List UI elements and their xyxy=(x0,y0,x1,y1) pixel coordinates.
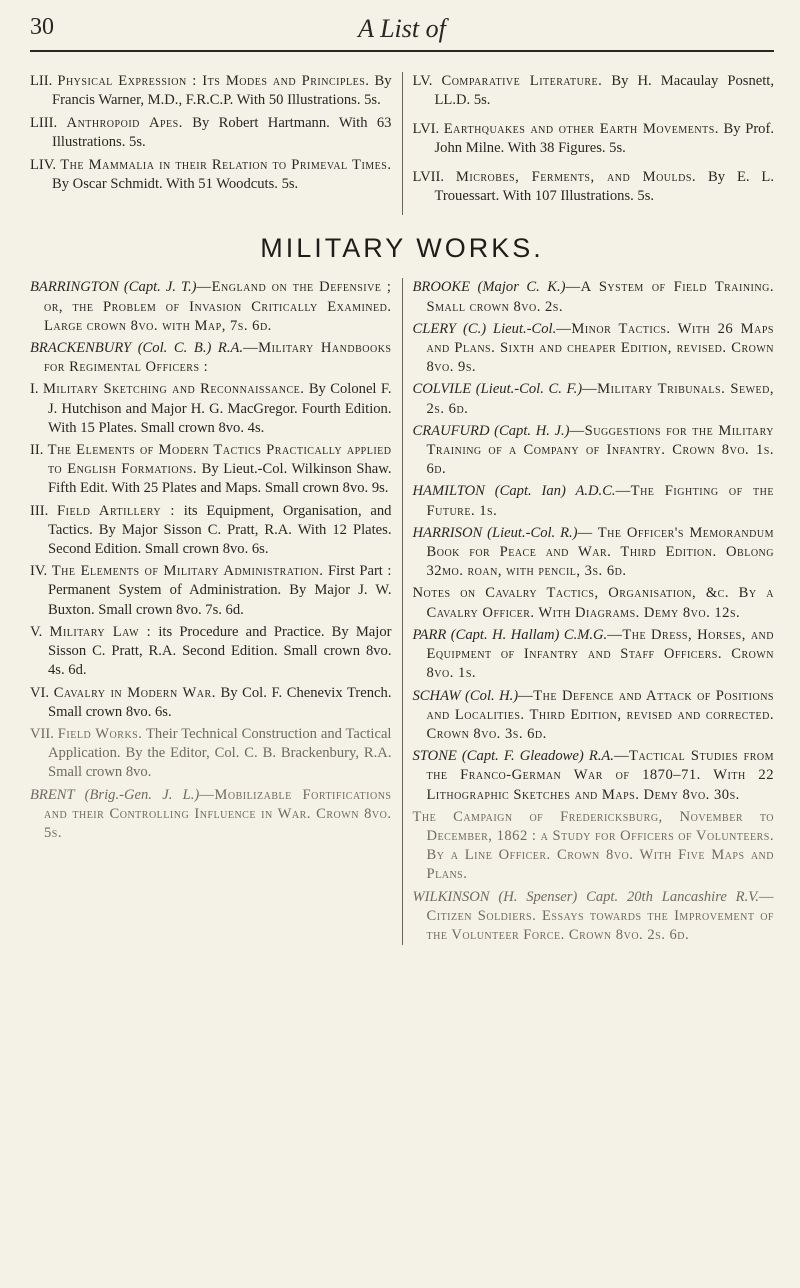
entry-title: Field Works. xyxy=(57,725,143,742)
entry-details: By Col. F. Chenevix Trench. Small crown 8vo. 6s. xyxy=(48,684,392,720)
book-entry xyxy=(413,584,775,622)
series-list-right-column xyxy=(403,72,775,215)
entry-details: By Oscar Schmidt. With 51 Woodcuts. 5s. xyxy=(52,176,299,193)
series-entry xyxy=(413,72,775,111)
entry-number: V. xyxy=(30,623,43,640)
entry-title: Physical Expression : Its Modes and Principles. xyxy=(57,73,370,89)
entry-title: Military Sketching and Reconnaissance. xyxy=(42,381,305,398)
entry-text: —Military Handbooks for Regimental Officers : xyxy=(44,340,392,376)
entry-author: BRACKENBURY (Col. C. B.) R.A. xyxy=(30,340,244,357)
entry-title: Earthquakes and other Earth Movements. xyxy=(443,120,719,137)
header-rule xyxy=(30,50,774,52)
handbook-entry xyxy=(30,562,392,620)
book-page xyxy=(30,14,774,945)
entry-details: Their Technical Construction and Tactical Application. By the Editor, Col. C. B. Brackenbury, R.A. Small crown 8vo. xyxy=(48,725,392,781)
entry-author: SCHAW (Col. H.) xyxy=(412,687,519,704)
entry-text: —Mobilizable Fortifications and their Controlling Influence in War. Crown 8vo. 5s. xyxy=(44,786,392,841)
entry-text: — The Officer's Memorandum Book for Peace and War. Third Edition. Oblong 32mo. roan, with pencil, 3s. 6d. xyxy=(426,524,774,580)
entry-title: Field Artillery : xyxy=(57,502,175,519)
handbook-entry xyxy=(30,441,392,499)
handbook-entry xyxy=(30,725,392,783)
entry-text: —The Fighting of the Future. 1s. xyxy=(426,483,774,519)
entry-details: By Lieut.-Col. Wilkinson Shaw. Fifth Edit. With 25 Plates and Maps. Small crown 8vo. 9s. xyxy=(48,461,392,497)
book-entry xyxy=(413,422,775,480)
series-entry xyxy=(30,72,392,111)
section-title: MILITARY WORKS. xyxy=(260,233,544,264)
entry-number: II. xyxy=(30,442,44,459)
entry-author: WILKINSON (H. Spenser) Capt. 20th Lancashire R.V. xyxy=(412,888,759,905)
entry-text: —A System of Field Training. Small crown 8vo. 2s. xyxy=(426,279,774,315)
book-entry xyxy=(413,888,775,946)
handbook-entry xyxy=(30,502,392,560)
series-list-left-column xyxy=(30,72,403,215)
page-header xyxy=(30,14,774,48)
entry-text: —Suggestions for the Military Training of a Company of Infantry. Crown 8vo. 1s. 6d. xyxy=(426,422,774,478)
series-entry xyxy=(413,168,775,207)
running-head: A List of xyxy=(358,14,446,43)
entry-text: —England on the Defensive ; or, the Problem of Invasion Critically Examined. Large crown 8vo. with Map, 7s. 6d. xyxy=(44,279,392,334)
entry-number: LV. xyxy=(412,73,433,89)
entry-number: VI. xyxy=(30,684,50,701)
handbook-entry xyxy=(30,684,392,722)
entry-number: LVII. xyxy=(412,168,444,185)
entry-title: Military Law : xyxy=(49,623,152,640)
entry-author: BARRINGTON (Capt. J. T.) xyxy=(30,279,197,296)
entry-title: Cavalry in Modern War. xyxy=(53,684,216,701)
entry-text: —The Dress, Horses, and Equipment of Infantry and Staff Officers. Crown 8vo. 1s. xyxy=(426,626,774,682)
entry-author: CLERY (C.) Lieut.-Col. xyxy=(412,320,557,337)
entry-details: By H. Macaulay Posnett, LL.D. 5s. xyxy=(434,73,774,109)
military-right-column xyxy=(403,278,775,945)
entry-text: —Citizen Soldiers. Essays towards the Improvement of the Volunteer Force. Crown 8vo. 2s. 6d. xyxy=(426,888,774,943)
entry-author: COLVILE (Lieut.-Col. C. F.) xyxy=(412,381,583,398)
book-entry xyxy=(413,808,775,885)
book-entry xyxy=(413,687,775,745)
entry-details: By E. L. Trouessart. With 107 Illustrations. 5s. xyxy=(434,168,774,205)
entry-number: III. xyxy=(30,502,49,519)
book-entry xyxy=(30,786,392,844)
series-list xyxy=(30,72,774,215)
entry-text: The Campaign of Fredericksburg, November to December, 1862 : a Study for Officers of Volunteers. By a Line Officer. Crown 8vo. With Five Maps and Plans. xyxy=(412,808,774,883)
entry-details: its Equipment, Organisation, and Tactics. By Major Sisson C. Pratt, R.A. With 12 Plates. Second Edition. Small crown 8vo. 6s. xyxy=(48,502,392,558)
book-entry xyxy=(413,482,775,520)
entry-title: Comparative Literature. xyxy=(441,73,603,89)
handbook-entry xyxy=(30,380,392,438)
entry-author: STONE (Capt. F. Gleadowe) R.A. xyxy=(412,748,614,765)
entry-text: —Tactical Studies from the Franco-German War of 1870–71. With 22 Lithographic Sketches and Maps. Demy 8vo. 30s. xyxy=(426,748,774,803)
entry-number: LVI. xyxy=(412,120,440,137)
entry-details: By Colonel F. J. Hutchison and Major H. G. MacGregor. Fourth Edition. With 15 Plates. Small crown 8vo. 4s. xyxy=(48,381,392,436)
entry-details: First Part : Permanent System of Administration. By Major J. W. Buxton. Small crown 8vo. 7s. 6d. xyxy=(48,563,392,618)
entry-title: The Mammalia in their Relation to Primeval Times. xyxy=(60,156,392,173)
book-entry xyxy=(30,278,392,336)
book-entry xyxy=(413,524,775,582)
entry-details: By Robert Hartmann. With 63 Illustrations. 5s. xyxy=(52,114,392,151)
book-entry xyxy=(413,320,775,378)
series-entry xyxy=(413,120,775,159)
book-entry xyxy=(413,380,775,418)
entry-title: Microbes, Ferments, and Moulds. xyxy=(455,168,697,185)
series-entry xyxy=(30,156,392,195)
book-entry xyxy=(413,626,775,684)
entry-number: IV. xyxy=(30,563,48,580)
entry-number: LIII. xyxy=(30,114,58,131)
entry-title: The Elements of Modern Tactics Practically applied to English Formations. xyxy=(47,442,392,478)
entry-details: By Prof. John Milne. With 38 Figures. 5s. xyxy=(434,120,774,157)
entry-author: CRAUFURD (Capt. H. J.) xyxy=(412,422,570,439)
book-entry xyxy=(413,278,775,316)
entry-author: HARRISON (Lieut.-Col. R.) xyxy=(412,524,578,541)
entry-author: BROOKE (Major C. K.) xyxy=(412,279,566,296)
entry-author: HAMILTON (Capt. Ian) A.D.C. xyxy=(412,483,616,500)
entry-text: —The Defence and Attack of Positions and Localities. Third Edition, revised and corrected. Crown 8vo. 3s. 6d. xyxy=(426,687,774,742)
series-entry xyxy=(30,114,392,153)
entry-text: —Military Tribunals. Sewed, 2s. 6d. xyxy=(426,381,774,417)
book-entry xyxy=(413,747,775,805)
book-entry xyxy=(30,339,392,377)
entry-author: BRENT (Brig.-Gen. J. L.) xyxy=(30,786,200,803)
entry-details: By Francis Warner, M.D., F.R.C.P. With 50 Illustrations. 5s. xyxy=(52,73,392,109)
entry-text: Notes on Cavalry Tactics, Organisation, &c. By a Cavalry Officer. With Diagrams. Demy 8vo. 12s. xyxy=(412,585,774,621)
handbook-entry xyxy=(30,623,392,681)
military-left-column xyxy=(30,278,403,945)
entry-details: its Procedure and Practice. By Major Sisson C. Pratt, R.A. Second Edition. Small crown 8vo. 4s. 6d. xyxy=(48,623,392,679)
entry-title: The Elements of Military Administration. xyxy=(51,563,324,580)
page-number: 30 xyxy=(30,14,54,40)
entry-number: VII. xyxy=(30,725,54,742)
entry-number: LIV. xyxy=(30,156,57,173)
entry-number: I. xyxy=(30,381,39,398)
entry-author: PARR (Capt. H. Hallam) C.M.G. xyxy=(412,626,608,643)
entry-text: —Minor Tactics. With 26 Maps and Plans. Sixth and cheaper Edition, revised. Crown 8vo. 9s. xyxy=(426,320,774,376)
entry-title: Anthropoid Apes. xyxy=(66,114,183,131)
entry-number: LII. xyxy=(30,73,53,89)
military-works xyxy=(30,278,774,945)
